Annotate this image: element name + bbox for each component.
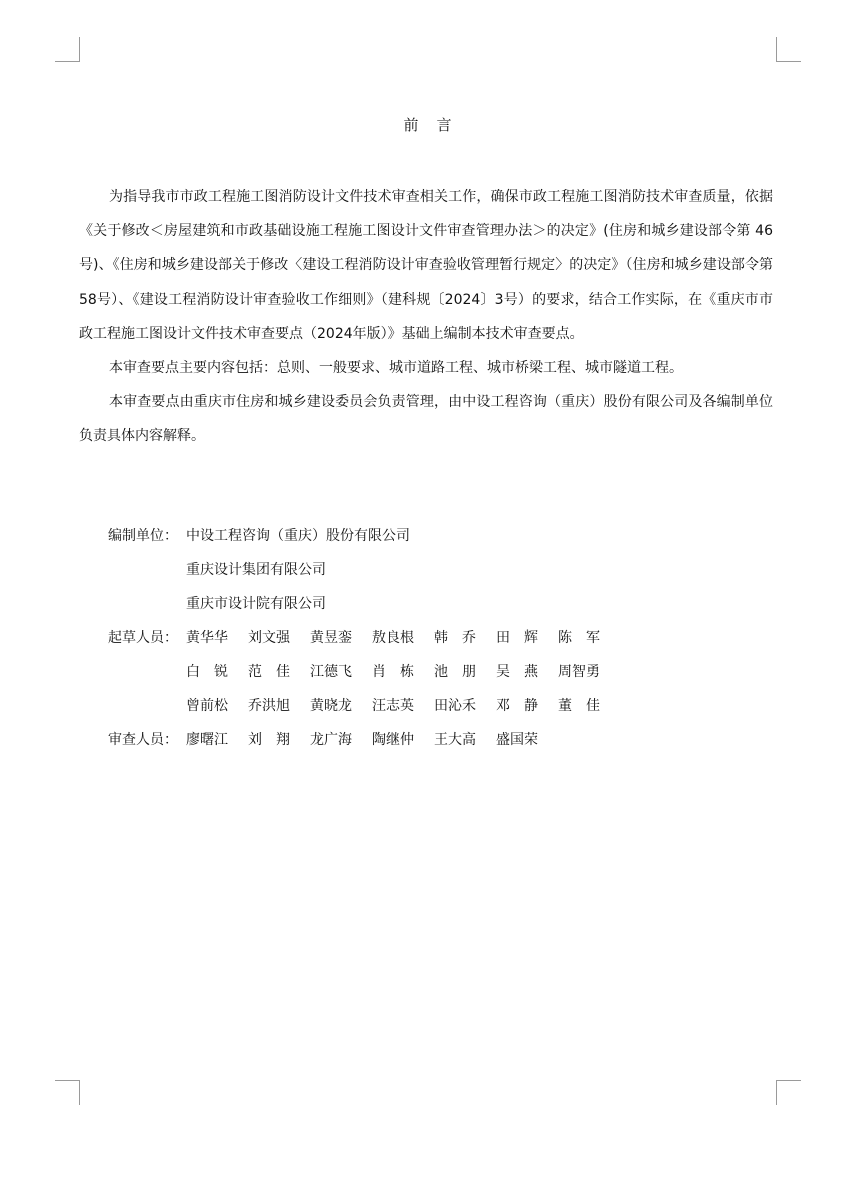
drafter-name: 陈 军 xyxy=(558,630,600,646)
reviewers-label: 审查人员： xyxy=(108,732,178,748)
page-title: 前言 xyxy=(403,116,470,134)
reviewer-name: 刘 翔 xyxy=(248,732,290,748)
reviewer-name: 陶继仲 xyxy=(372,732,414,748)
credit-row xyxy=(108,522,668,556)
crop-mark-bottom-left xyxy=(55,1080,80,1105)
reviewer-name: 龙广海 xyxy=(310,732,352,748)
drafter-name: 田 辉 xyxy=(496,630,538,646)
reviewer-name: 盛国荣 xyxy=(496,732,538,748)
drafter-name: 田沁禾 xyxy=(434,698,476,714)
crop-mark-top-left xyxy=(55,37,80,62)
drafter-name: 曾前松 xyxy=(186,698,228,714)
reviewer-name: 王大高 xyxy=(434,732,476,748)
credit-row xyxy=(108,726,668,760)
drafter-name: 白 锐 xyxy=(186,664,228,680)
drafter-name: 池 朋 xyxy=(434,664,476,680)
preface-paragraph: 本审查要点主要内容包括：总则、一般要求、城市道路工程、城市桥梁工程、城市隧道工程。 xyxy=(109,360,683,377)
credit-row xyxy=(108,692,668,726)
credit-row xyxy=(108,556,668,590)
drafter-name: 黄昱銮 xyxy=(310,630,352,646)
credits-section xyxy=(108,522,668,760)
credit-row xyxy=(108,590,668,624)
drafter-name: 肖 栋 xyxy=(372,664,414,680)
drafters-label: 起草人员： xyxy=(108,630,178,646)
drafter-name: 汪志英 xyxy=(372,698,414,714)
crop-mark-top-right xyxy=(776,37,801,62)
drafter-name: 吴 燕 xyxy=(496,664,538,680)
credit-row xyxy=(108,658,668,692)
drafter-name: 敖良根 xyxy=(372,630,414,646)
compile-unit-name: 重庆市设计院有限公司 xyxy=(186,596,326,612)
preface-paragraph: 为指导我市市政工程施工图消防设计文件技术审查相关工作，确保市政工程施工图消防技术审查质量，依据《关于修改＜房屋建筑和市政基础设施工程施工图设计文件审查管理办法＞的决定》(住房和城乡建设部令第 46号)、《住房和城乡建设部关于修改〈建设工程消防设计审查验收管理暂行规定〉的决定》（住房和城乡建设部令第58号）、《建设工程消防设计审查验收工作细则》（建科规〔2024〕3号）的要求，结合工作实际，在《重庆市市政工程施工图设计文件技术审查要点（2024年版）》基础上编制本技术审查要点。 xyxy=(79,189,773,342)
drafter-name: 董 佳 xyxy=(558,698,600,714)
drafter-name: 乔洪旭 xyxy=(248,698,290,714)
compile-unit-name: 中设工程咨询（重庆）股份有限公司 xyxy=(186,528,410,544)
drafter-name: 黄晓龙 xyxy=(310,698,352,714)
preface-body xyxy=(79,180,773,454)
drafter-name: 黄华华 xyxy=(186,630,228,646)
drafter-name: 江德飞 xyxy=(310,664,352,680)
preface-paragraph: 本审查要点由重庆市住房和城乡建设委员会负责管理，由中设工程咨询（重庆）股份有限公司及各编制单位负责具体内容解释。 xyxy=(79,394,773,445)
credit-row xyxy=(108,624,668,658)
drafter-name: 韩 乔 xyxy=(434,630,476,646)
drafter-name: 邓 静 xyxy=(496,698,538,714)
drafter-name: 周智勇 xyxy=(558,664,600,680)
reviewer-name: 廖曙江 xyxy=(186,732,228,748)
drafter-name: 刘文强 xyxy=(248,630,290,646)
drafter-name: 范 佳 xyxy=(248,664,290,680)
crop-mark-bottom-right xyxy=(776,1080,801,1105)
compile-unit-name: 重庆设计集团有限公司 xyxy=(186,562,326,578)
compile-units-label: 编制单位： xyxy=(108,528,178,544)
